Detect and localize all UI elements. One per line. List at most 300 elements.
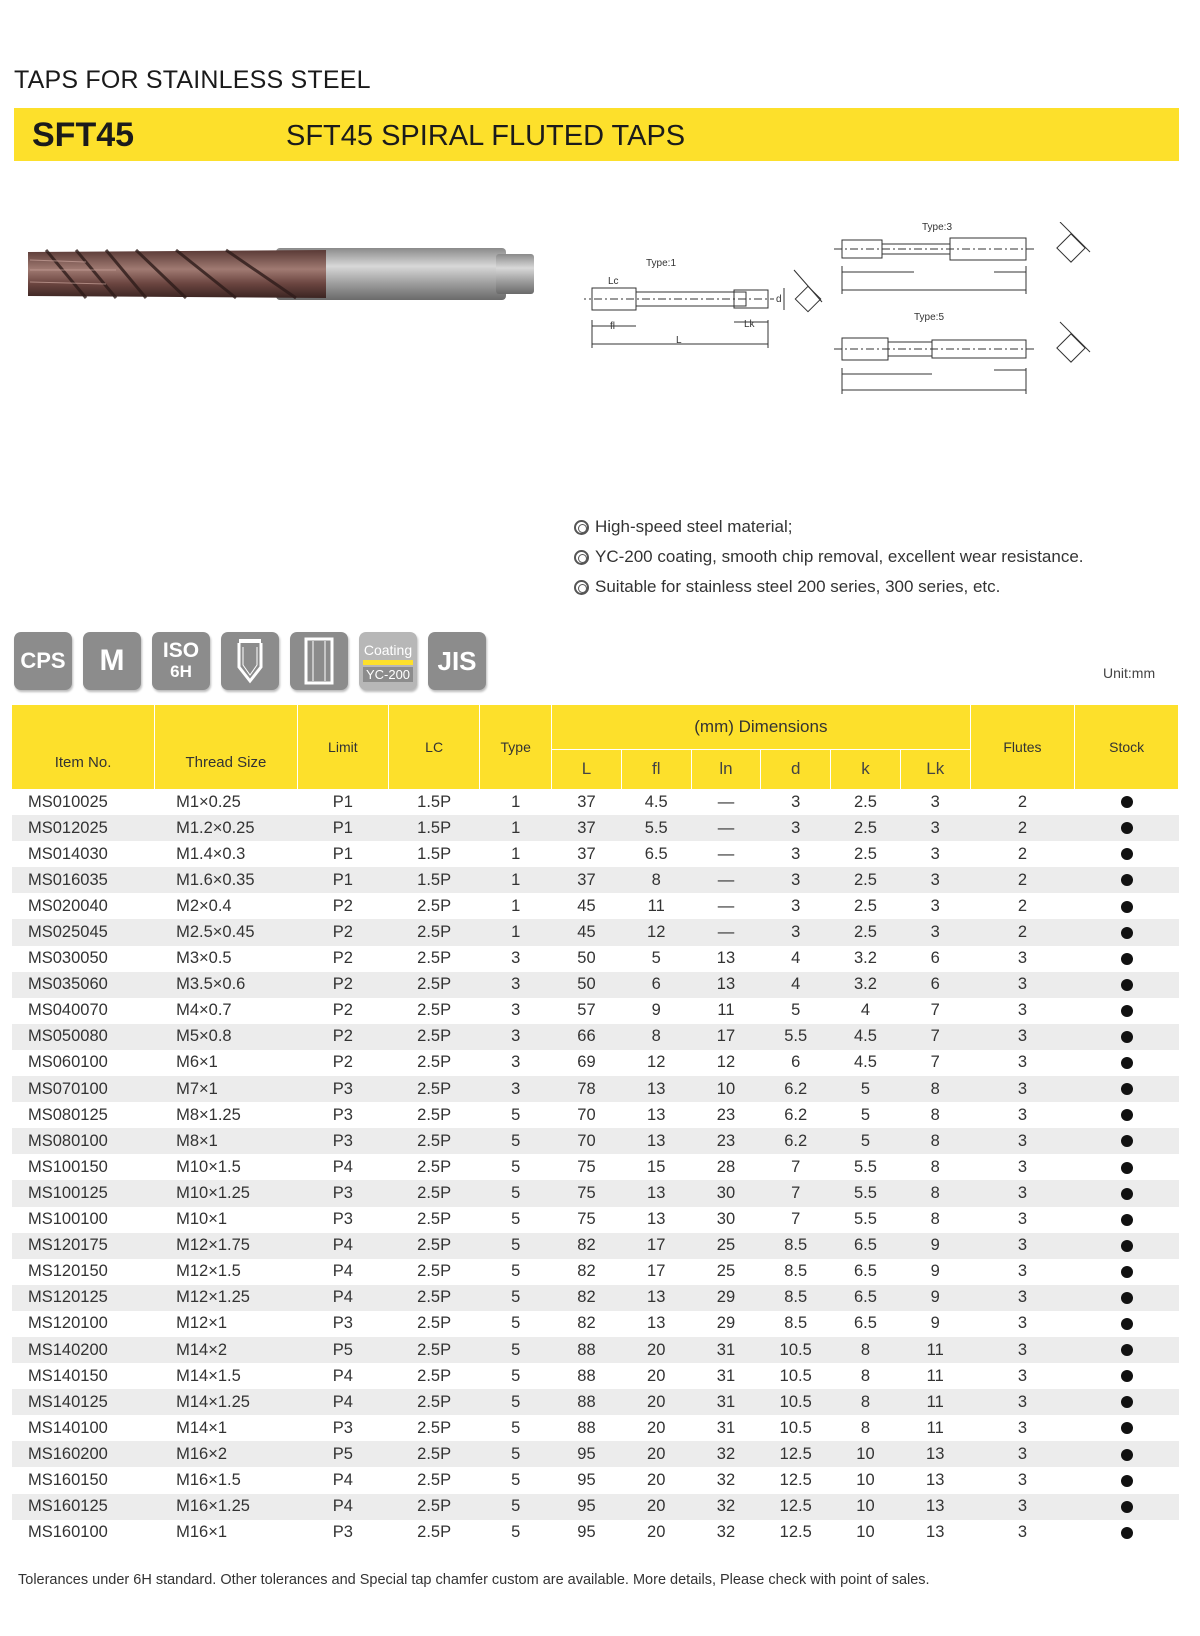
cell-thread-size: M2.5×0.45 <box>155 919 298 945</box>
cell-lk: 11 <box>926 1366 944 1385</box>
cell-type: 5 <box>511 1418 521 1437</box>
header-k: k <box>831 749 901 789</box>
cell-lc: 2.5P <box>417 1314 452 1333</box>
cell-stock <box>1075 893 1179 919</box>
cell-l: 75 <box>552 1180 622 1206</box>
cell-thread-size: M12×1.25 <box>155 1285 298 1311</box>
cell-ln: 31 <box>716 1418 736 1437</box>
table-row <box>12 867 1179 893</box>
cell-type: 1 <box>511 792 521 811</box>
cell-thread-size: M1×0.25 <box>176 792 241 811</box>
cell-item-no: MS016035 <box>12 867 155 893</box>
cell-stock <box>1075 1102 1179 1128</box>
cell-k: 4 <box>860 1001 871 1020</box>
table-row <box>12 1102 1179 1128</box>
product-name: SFT45 SPIRAL FLUTED TAPS <box>286 120 686 152</box>
cell-thread-size: M8×1.25 <box>176 1105 241 1124</box>
cell-item-no: MS140200 <box>12 1337 155 1363</box>
cell-d: 4 <box>791 949 801 968</box>
cell-item-no: MS025045 <box>12 919 155 945</box>
cell-l: 88 <box>552 1389 622 1415</box>
cell-item-no: MS160150 <box>28 1470 108 1489</box>
header-d: d <box>761 749 831 789</box>
cell-lc: 2.5P <box>417 1523 452 1542</box>
cell-k: 8 <box>860 1366 871 1385</box>
cell-k: 10 <box>856 1470 875 1489</box>
cell-thread-size: M7×1 <box>155 1076 298 1102</box>
table-row <box>12 1363 1179 1389</box>
cell-l: 37 <box>577 844 596 863</box>
cell-fl: 20 <box>621 1494 691 1520</box>
table-row <box>12 1076 1179 1102</box>
cell-limit: P2 <box>297 1024 388 1050</box>
cell-k: 6.5 <box>831 1285 901 1311</box>
lc-label: Lc <box>608 276 619 287</box>
fl-label: fl <box>610 321 615 332</box>
cell-ln: — <box>717 792 735 811</box>
cell-lc: 2.5P <box>388 919 479 945</box>
cell-k: 4.5 <box>854 1053 877 1072</box>
cell-l: 69 <box>577 1053 596 1072</box>
cell-flutes: 3 <box>1017 1314 1028 1333</box>
cell-fl: 13 <box>647 1105 666 1124</box>
cell-lk: 3 <box>930 792 940 811</box>
cell-fl: 4.5 <box>644 792 668 811</box>
in-stock-icon <box>1121 1162 1133 1174</box>
cell-k: 2.5 <box>831 815 901 841</box>
in-stock-icon <box>1121 796 1133 808</box>
cell-l: 82 <box>552 1233 622 1259</box>
cell-stock <box>1075 1467 1179 1493</box>
cell-lc: 2.5P <box>388 1389 479 1415</box>
cell-limit: P2 <box>297 972 388 998</box>
cell-lk: 9 <box>900 1233 970 1259</box>
cell-ln: 29 <box>691 1285 761 1311</box>
footnote: Tolerances under 6H standard. Other tolerances and Special tap chamfer custom are available. More details, Please check with point of sales. <box>18 1572 930 1588</box>
cell-type: 5 <box>480 1337 552 1363</box>
cell-type: 1 <box>480 867 552 893</box>
cell-stock <box>1075 1024 1179 1050</box>
cell-flutes: 3 <box>970 1076 1075 1102</box>
coating-bar <box>363 660 413 665</box>
cell-type: 5 <box>480 1494 552 1520</box>
cell-type: 5 <box>480 1441 552 1467</box>
table-row <box>12 1311 1179 1337</box>
cell-d: 12.5 <box>761 1494 831 1520</box>
in-stock-icon <box>1121 1214 1133 1226</box>
cell-stock <box>1075 972 1179 998</box>
cell-lc: 2.5P <box>388 1024 479 1050</box>
cell-d: 5 <box>791 1001 801 1020</box>
cell-ln: 32 <box>691 1494 761 1520</box>
cell-lk: 11 <box>900 1389 970 1415</box>
cell-l: 95 <box>552 1441 622 1467</box>
cell-k: 4.5 <box>831 1024 901 1050</box>
cell-flutes: 2 <box>1017 896 1028 915</box>
cell-lc: 2.5P <box>417 1105 452 1124</box>
cell-item-no: MS140125 <box>12 1389 155 1415</box>
cell-ln: 32 <box>716 1523 736 1542</box>
cell-ln: 32 <box>691 1441 761 1467</box>
cell-ln: 30 <box>691 1180 761 1206</box>
cell-fl: 9 <box>651 1001 661 1020</box>
cell-d: 6.2 <box>784 1105 808 1124</box>
in-stock-icon <box>1121 1370 1133 1382</box>
cell-l: 88 <box>577 1366 596 1385</box>
cell-stock <box>1075 919 1179 945</box>
cell-d: 8.5 <box>761 1233 831 1259</box>
tap-product-image <box>26 240 536 310</box>
cell-item-no: MS100100 <box>28 1210 108 1229</box>
spec-badges <box>14 632 486 690</box>
cell-item-no: MS160125 <box>12 1494 155 1520</box>
cell-k: 10 <box>831 1494 901 1520</box>
cell-k: 3.2 <box>854 949 877 968</box>
cell-lk: 8 <box>900 1180 970 1206</box>
feature-item <box>574 512 1084 542</box>
cell-limit: P4 <box>297 1389 388 1415</box>
cell-d: 3 <box>791 844 801 863</box>
cell-lc: 2.5P <box>417 1210 452 1229</box>
product-banner <box>14 108 1179 161</box>
in-stock-icon <box>1121 1031 1133 1043</box>
cell-limit: P3 <box>332 1523 353 1542</box>
cell-limit: P4 <box>332 1470 353 1489</box>
in-stock-icon <box>1121 1135 1133 1147</box>
table-row <box>12 1467 1179 1493</box>
cell-flutes: 2 <box>1017 844 1028 863</box>
cell-lc: 2.5P <box>388 1494 479 1520</box>
cell-stock <box>1075 841 1179 867</box>
chamfer-icon <box>221 632 279 690</box>
cell-fl: 12 <box>647 1053 666 1072</box>
d-label: d <box>776 294 782 305</box>
cell-ln: 30 <box>716 1210 736 1229</box>
in-stock-icon <box>1121 1292 1133 1304</box>
cell-thread-size: M12×1 <box>176 1314 228 1333</box>
cell-fl: 13 <box>621 1128 691 1154</box>
cell-fl: 20 <box>647 1366 666 1385</box>
cell-lc: 2.5P <box>388 1076 479 1102</box>
type3-drawing <box>834 222 1090 294</box>
in-stock-icon <box>1121 1109 1133 1121</box>
cell-ln: — <box>691 867 761 893</box>
cell-type: 5 <box>480 1233 552 1259</box>
cell-l: 70 <box>552 1128 622 1154</box>
cell-thread-size: M6×1 <box>176 1053 218 1072</box>
cell-l: 66 <box>552 1024 622 1050</box>
cell-l: 37 <box>577 792 596 811</box>
cell-flutes: 3 <box>970 1128 1075 1154</box>
cell-type: 3 <box>511 1053 521 1072</box>
cell-fl: 13 <box>621 1285 691 1311</box>
cell-flutes: 3 <box>970 1233 1075 1259</box>
cell-lk: 3 <box>900 919 970 945</box>
type1-label: Type:1 <box>646 258 677 269</box>
cell-stock <box>1075 1076 1179 1102</box>
coating-badge <box>359 632 417 690</box>
cell-k: 5.5 <box>854 1157 877 1176</box>
table-row <box>12 919 1179 945</box>
cell-k: 10 <box>856 1523 875 1542</box>
type3-label: Type:3 <box>922 222 953 233</box>
cell-lc: 1.5P <box>417 792 452 811</box>
cell-lc: 2.5P <box>388 1180 479 1206</box>
cell-item-no: MS160200 <box>12 1441 155 1467</box>
cell-ln: 23 <box>691 1128 761 1154</box>
cell-d: 12.5 <box>779 1523 812 1542</box>
table-row <box>12 1024 1179 1050</box>
in-stock-icon <box>1121 1240 1133 1252</box>
cell-fl: 17 <box>621 1233 691 1259</box>
cell-lk: 11 <box>900 1337 970 1363</box>
table-row <box>12 1154 1179 1180</box>
table-row <box>12 1389 1179 1415</box>
cell-d: 12.5 <box>761 1441 831 1467</box>
cell-fl: 20 <box>621 1441 691 1467</box>
cell-flutes: 2 <box>970 919 1075 945</box>
cell-type: 5 <box>511 1105 521 1124</box>
cell-limit: P3 <box>332 1418 353 1437</box>
feature-item <box>574 542 1084 572</box>
cell-thread-size: M1.4×0.3 <box>176 844 246 863</box>
cell-fl: 13 <box>647 1314 666 1333</box>
cell-d: 3 <box>761 867 831 893</box>
cell-limit: P2 <box>297 919 388 945</box>
header-thread-size: Thread Size <box>155 705 298 789</box>
cell-fl: 20 <box>647 1470 666 1489</box>
cell-flutes: 3 <box>970 1389 1075 1415</box>
cell-stock <box>1075 946 1179 972</box>
cell-thread-size: M16×2 <box>155 1441 298 1467</box>
cell-l: 82 <box>552 1285 622 1311</box>
cell-item-no: MS080100 <box>12 1128 155 1154</box>
jis-badge: JIS <box>428 632 486 690</box>
cell-thread-size: M14×2 <box>155 1337 298 1363</box>
type1-drawing <box>584 270 822 348</box>
table-body <box>12 789 1179 1546</box>
cell-item-no: MS100125 <box>12 1180 155 1206</box>
cell-limit: P2 <box>332 896 353 915</box>
in-stock-icon <box>1121 1422 1133 1434</box>
cell-k: 2.5 <box>831 867 901 893</box>
cell-ln: — <box>691 815 761 841</box>
cell-thread-size: M10×1.25 <box>155 1180 298 1206</box>
cell-item-no: MS120125 <box>12 1285 155 1311</box>
cell-lk: 13 <box>900 1494 970 1520</box>
header-item-no: Item No. <box>12 705 155 789</box>
cell-thread-size: M1.2×0.25 <box>155 815 298 841</box>
cell-l: 82 <box>577 1262 596 1281</box>
cell-limit: P4 <box>332 1157 353 1176</box>
in-stock-icon <box>1121 1501 1133 1513</box>
cell-type: 5 <box>480 1389 552 1415</box>
cell-thread-size: M4×0.7 <box>176 1001 232 1020</box>
cell-type: 5 <box>480 1180 552 1206</box>
cell-stock <box>1075 1180 1179 1206</box>
product-code: SFT45 <box>32 116 135 154</box>
cell-stock <box>1075 1233 1179 1259</box>
tolerance-text: 6H <box>170 662 192 681</box>
in-stock-icon <box>1121 874 1133 886</box>
cell-k: 8 <box>831 1337 901 1363</box>
cell-flutes: 3 <box>1017 1366 1028 1385</box>
in-stock-icon <box>1121 1527 1133 1539</box>
header-limit: Limit <box>297 705 388 789</box>
table-row <box>12 1180 1179 1206</box>
cell-type: 3 <box>480 972 552 998</box>
technical-drawings <box>584 222 1144 418</box>
table-row <box>12 841 1179 867</box>
cell-lk: 8 <box>900 1128 970 1154</box>
cell-flutes: 3 <box>1017 1262 1028 1281</box>
cell-k: 2.5 <box>854 896 877 915</box>
cell-k: 5 <box>860 1105 871 1124</box>
cell-stock <box>1075 1207 1179 1233</box>
cell-item-no: MS050080 <box>12 1024 155 1050</box>
cell-fl: 15 <box>647 1157 666 1176</box>
cell-type: 5 <box>480 1128 552 1154</box>
cell-thread-size: M16×1.5 <box>176 1470 241 1489</box>
cell-ln: 31 <box>691 1337 761 1363</box>
cell-type: 1 <box>511 844 521 863</box>
cell-type: 5 <box>511 1157 521 1176</box>
cell-lk: 13 <box>926 1470 945 1489</box>
cell-flutes: 2 <box>1017 792 1028 811</box>
header-ln: ln <box>691 749 761 789</box>
cell-d: 10.5 <box>779 1366 812 1385</box>
cell-type: 3 <box>480 1024 552 1050</box>
cell-type: 1 <box>511 896 521 915</box>
cell-lc: 2.5P <box>417 1262 452 1281</box>
cell-fl: 20 <box>621 1389 691 1415</box>
cell-thread-size: M14×1 <box>176 1418 228 1437</box>
cell-l: 37 <box>552 867 622 893</box>
cell-l: 95 <box>552 1494 622 1520</box>
cell-limit: P3 <box>297 1128 388 1154</box>
cell-type: 5 <box>480 1285 552 1311</box>
cell-k: 5.5 <box>831 1180 901 1206</box>
cell-fl: 13 <box>621 1076 691 1102</box>
cell-k: 8 <box>860 1418 871 1437</box>
cell-k: 5.5 <box>854 1210 877 1229</box>
cell-limit: P3 <box>332 1105 353 1124</box>
cell-item-no: MS120100 <box>28 1314 108 1333</box>
cell-thread-size: M12×1.5 <box>176 1262 241 1281</box>
cell-flutes: 3 <box>1017 1001 1028 1020</box>
cell-l: 88 <box>552 1337 622 1363</box>
cell-type: 3 <box>511 1001 521 1020</box>
circle-bullet-icon <box>574 520 589 535</box>
cell-l: 50 <box>577 949 596 968</box>
unit-label: Unit:mm <box>1103 665 1156 681</box>
cell-type: 5 <box>511 1262 521 1281</box>
cell-lk: 7 <box>900 1024 970 1050</box>
feature-text: High-speed steel material; <box>595 517 793 536</box>
cell-lk: 9 <box>930 1314 940 1333</box>
cell-lc: 2.5P <box>388 1285 479 1311</box>
cell-thread-size: M12×1.75 <box>155 1233 298 1259</box>
cell-limit: P5 <box>297 1337 388 1363</box>
cell-limit: P2 <box>332 949 353 968</box>
table-row <box>12 1520 1179 1546</box>
cell-type: 3 <box>480 1076 552 1102</box>
header-lc: LC <box>388 705 479 789</box>
header-lk: Lk <box>900 749 970 789</box>
cell-k: 2.5 <box>854 792 877 811</box>
cell-lc: 2.5P <box>417 949 452 968</box>
header-l: L <box>552 749 622 789</box>
cell-l: 75 <box>577 1210 596 1229</box>
through-hole-icon <box>290 632 348 690</box>
cell-flutes: 2 <box>970 867 1075 893</box>
cell-flutes: 3 <box>1017 1210 1028 1229</box>
cell-limit: P1 <box>332 792 353 811</box>
cell-item-no: MS030050 <box>28 949 108 968</box>
cell-thread-size: M2×0.4 <box>176 896 232 915</box>
cell-ln: 11 <box>717 1001 735 1020</box>
cell-stock <box>1075 1441 1179 1467</box>
cell-lc: 2.5P <box>388 1441 479 1467</box>
coating-type-text: YC-200 <box>363 667 413 682</box>
cell-limit: P3 <box>297 1076 388 1102</box>
cell-d: 10.5 <box>761 1389 831 1415</box>
cell-ln: 25 <box>716 1262 736 1281</box>
cell-ln: — <box>717 844 735 863</box>
cell-fl: 5 <box>651 949 661 968</box>
table-row <box>12 1337 1179 1363</box>
cell-fl: 17 <box>647 1262 666 1281</box>
table-row <box>12 815 1179 841</box>
cell-fl: 13 <box>621 1180 691 1206</box>
cell-limit: P3 <box>332 1210 353 1229</box>
cell-flutes: 3 <box>1017 1470 1028 1489</box>
cell-l: 37 <box>552 815 622 841</box>
cell-item-no: MS120175 <box>12 1233 155 1259</box>
cell-flutes: 3 <box>970 1285 1075 1311</box>
in-stock-icon <box>1121 979 1133 991</box>
table-row <box>12 1207 1179 1233</box>
cell-l: 45 <box>577 896 596 915</box>
cell-ln: 23 <box>716 1105 736 1124</box>
cell-thread-size: M5×0.8 <box>155 1024 298 1050</box>
table-row <box>12 1128 1179 1154</box>
in-stock-icon <box>1121 927 1133 939</box>
cps-badge: CPS <box>14 632 72 690</box>
cell-lk: 8 <box>930 1105 940 1124</box>
cell-d: 7 <box>761 1180 831 1206</box>
cell-flutes: 2 <box>970 815 1075 841</box>
in-stock-icon <box>1121 1318 1133 1330</box>
cell-flutes: 3 <box>1017 949 1028 968</box>
table-row <box>12 946 1179 972</box>
cell-item-no: MS140150 <box>28 1366 108 1385</box>
cell-item-no: MS080125 <box>28 1105 108 1124</box>
cell-k: 3.2 <box>831 972 901 998</box>
cell-thread-size: M16×1 <box>176 1523 228 1542</box>
in-stock-icon <box>1121 901 1133 913</box>
cell-fl: 8 <box>621 1024 691 1050</box>
cell-limit: P1 <box>332 844 353 863</box>
cell-fl: 8 <box>621 867 691 893</box>
cell-thread-size: M3.5×0.6 <box>155 972 298 998</box>
cell-stock <box>1075 1285 1179 1311</box>
cell-limit: P5 <box>297 1441 388 1467</box>
cell-d: 10.5 <box>761 1337 831 1363</box>
cell-type: 5 <box>511 1314 521 1333</box>
cell-lc: 1.5P <box>417 844 452 863</box>
cell-k: 6.5 <box>854 1314 877 1333</box>
